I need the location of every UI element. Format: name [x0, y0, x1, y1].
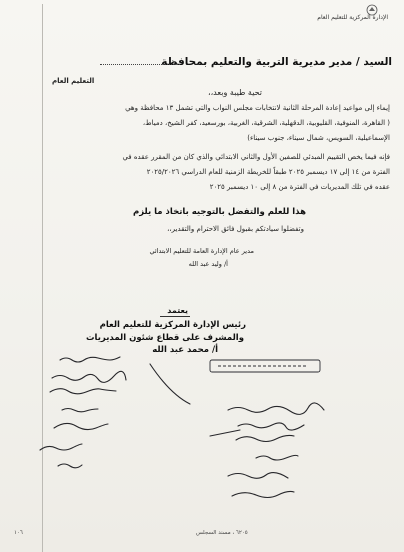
- department-label: التعليم العام: [52, 77, 95, 85]
- footer-note: ٦٢٠٥ ، مسند السجلس: [196, 530, 248, 536]
- closing-line: هذا للعلم والتفضل بالتوجيه باتخاذ ما يلزم: [132, 207, 306, 217]
- ministry-header: الإدارة المركزية للتعليم العام: [317, 14, 388, 21]
- body-line: إيماء إلى مواعيد إعادة المرحلة الثانية لانتخابات مجلس النواب والتي تشمل ١٣ محافظة وهي: [125, 104, 390, 112]
- approval-label: يعتمد: [167, 306, 188, 315]
- body-line: ( القاهرة، المنوفية، القليوبية، الدقهلية، الشرقية، الغربية، بورسعيد، كفر الشيخ، دمياط،: [142, 119, 390, 127]
- body-line: عقده في تلك المديريات في الفترة من ٨ إلى ١٠ ديسمبر ٢٠٢٥: [209, 183, 390, 191]
- page-number: ١٠٦: [14, 530, 23, 536]
- signatory-name: أ/ وليد عبد الله: [188, 260, 228, 268]
- approval-title-2: والمشرف على قطاع شئون المديريات: [86, 333, 244, 343]
- approval-title-1: رئيس الإدارة المركزية للتعليم العام: [99, 320, 246, 330]
- body-line: الإسماعيلية، السويس، شمال سيناء، جنوب سيناء): [247, 134, 390, 142]
- signatory-title: مدير عام الإدارة العامة للتعليم الابتدائي: [149, 247, 254, 255]
- respect-line: وتفضلوا سيادتكم بقبول فائق الاحترام والتقدير،،: [167, 225, 304, 233]
- approval-name: أ/ محمد عبد الله: [152, 345, 218, 355]
- salutation: السيد / مدير مديرية التربية والتعليم بمحافظة: [161, 56, 392, 68]
- body-line: فإنه فيما يخص التقييم المبدئي للصفين الأول والثاني الابتدائي والذي كان من المقرر عقده في: [122, 153, 390, 161]
- body-line: الفترة من ١٤ إلى ١٧ ديسمبر ٢٠٢٥ طبقاً للخريطة الزمنية للعام الدراسي ٢٠٢٥/٢٠٢٦: [146, 168, 390, 176]
- greeting: تحية طيبة وبعد،،: [208, 88, 262, 97]
